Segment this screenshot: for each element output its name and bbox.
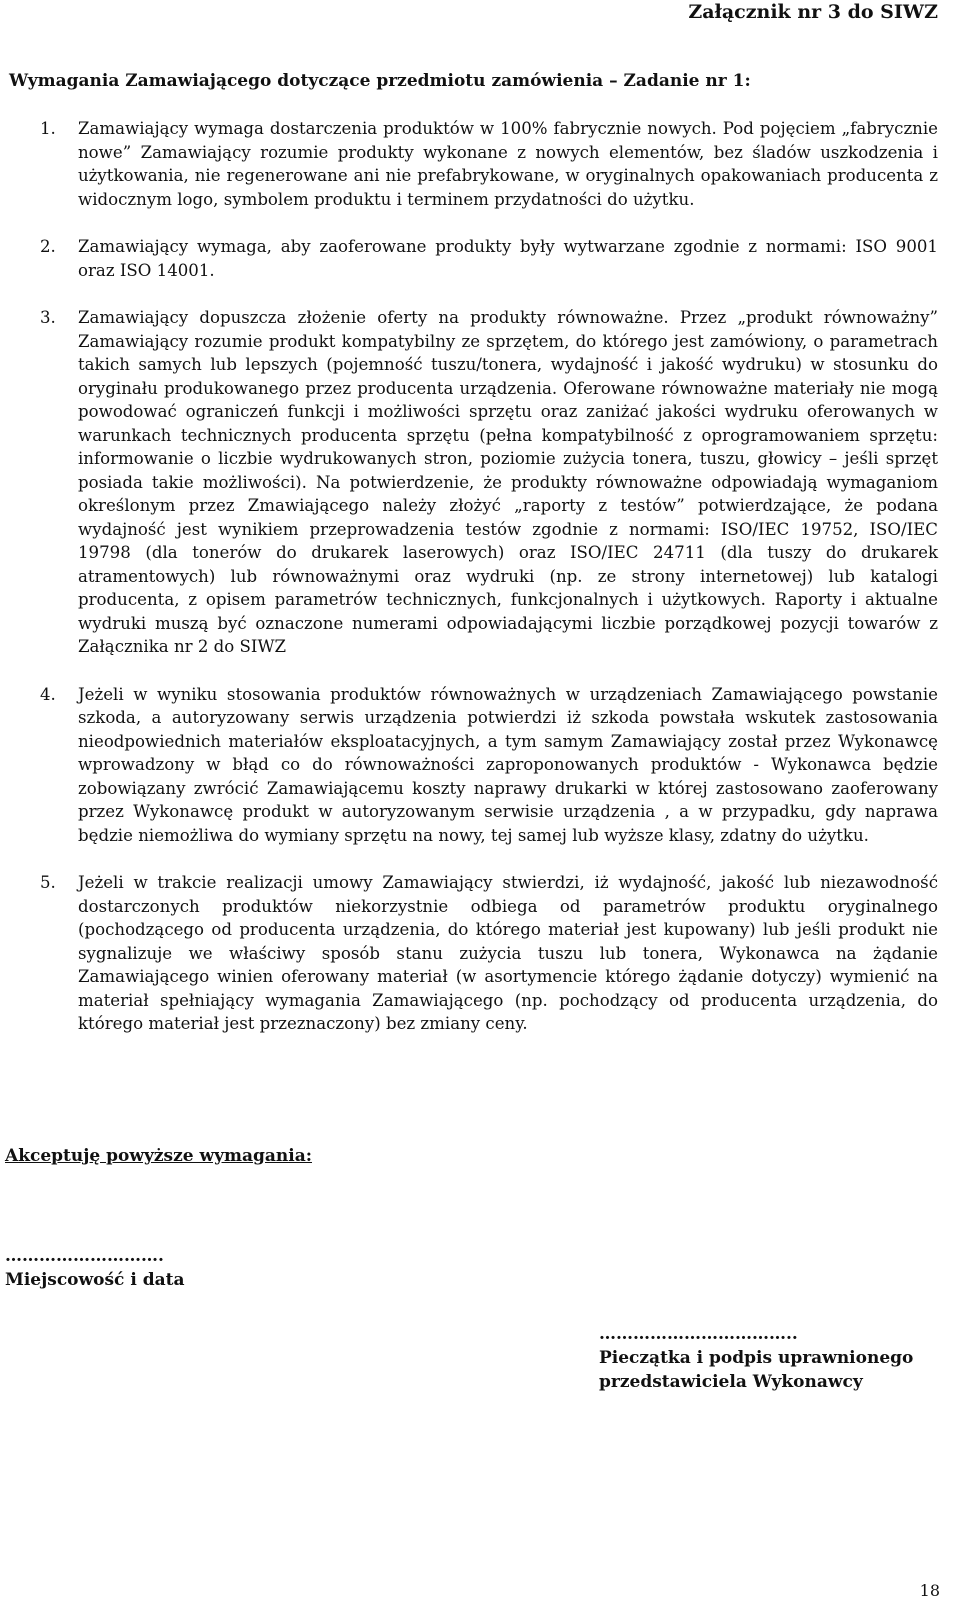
page-number: 18 xyxy=(919,1581,940,1600)
requirement-text: Zamawiający wymaga dostarczenia produktów w 100% fabrycznie nowych. Pod pojęciem „fabrycznie nowe” Zamawiający rozumie produkty wykonane z nowych elementów, bez śladów uszkodzenia i użytkowania, nie regenerowane ani nie prefabrykowane, w oryginalnych opakowaniach producenta z widocznym logo, symbolem produktu i terminem przydatności do użytku. xyxy=(78,119,938,209)
place-date-label: Miejscowość i data xyxy=(5,1270,185,1290)
contractor-signature-label-line2: przedstawiciela Wykonawcy xyxy=(599,1372,863,1392)
requirement-text: Jeżeli w wyniku stosowania produktów równoważnych w urządzeniach Zamawiającego powstanie szkoda, a autoryzowany serwis urządzenia potwierdzi iż szkoda powstała wskutek zastosowania nieodpowiednich materiałów eksploatacyjnych, a tym samym Zamawiający został przez Wykonawcę wprowadzony w błąd co do równoważności zaproponowanych produktów - Wykonawca będzie zobowiązany zwrócić Zamawiającemu koszty naprawy drukarki w której zastosowano zaoferowany przez Wykonawcę produkt w autoryzowanym serwisie urządzenia , a w przypadku, gdy naprawa będzie niemożliwa do wymiany sprzętu na nowy, tej samej lub wyższe klasy, zdatny do użytku. xyxy=(78,684,938,845)
annex-title: Załącznik nr 3 do SIWZ xyxy=(688,1,938,23)
main-heading: Wymagania Zamawiającego dotyczące przedmiotu zamówienia – Zadanie nr 1: xyxy=(9,71,751,91)
requirement-item-1 xyxy=(0,117,960,211)
acceptance-label: Akceptuję powyższe wymagania: xyxy=(5,1146,312,1166)
requirement-text: Jeżeli w trakcie realizacji umowy Zamawiający stwierdzi, iż wydajność, jakość lub niezawodność dostarczonych produktów niekorzystnie odbiega od parametrów produktu oryginalnego (pochodzącego od producenta urządzenia, do którego materiał jest kupowany) lub jeśli produkt nie sygnalizuje we właściwy sposób stanu zużycia tuszu lub tonera, Wykonawca na żądanie Zamawiającego winien oferowany materiał (w asortymencie którego żądanie dotyczy) wymienić na materiał spełniający wymagania Zamawiającego (np. pochodzący od producenta urządzenia, do którego materiał jest przeznaczony) bez zmiany ceny. xyxy=(78,873,938,1033)
requirement-number: 3. xyxy=(40,308,56,327)
requirement-number: 4. xyxy=(40,684,56,704)
requirement-item-2 xyxy=(0,235,960,282)
requirement-number: 5. xyxy=(40,873,56,892)
requirement-number: 2. xyxy=(40,237,56,256)
requirement-item-3 xyxy=(0,306,960,659)
place-date-signature xyxy=(5,1244,184,1292)
place-date-dots: ………………………. xyxy=(5,1246,164,1266)
requirement-item-5 xyxy=(0,871,960,1036)
requirement-item-4 xyxy=(0,683,960,848)
contractor-signature xyxy=(599,1322,913,1394)
requirements-list xyxy=(0,117,960,1036)
requirement-number: 1. xyxy=(40,119,56,138)
requirement-text: Zamawiający dopuszcza złożenie oferty na produkty równoważne. Przez „produkt równoważny” Zamawiający rozumie produkt kompatybilny ze sprzętem, do którego jest zamówiony, o parametrach takich samych lub lepszych (pojemność tuszu/tonera, wydajność i jakość wydruku) w stosunku do oryginału produkowanego przez producenta urządzenia. Oferowane równoważne materiały nie mogą powodować ograniczeń funkcji i możliwości sprzętu oraz zaniżać jakości wydruku oferowanych w warunkach technicznych producenta sprzętu (pełna kompatybilność z oprogramowaniem sprzętu: informowanie o liczbie wydrukowanych stron, poziomie zużycia tonera, tuszu, głowicy – jeśli sprzęt posiada takie możliwości). Na potwierdzenie, że produkty równoważne odpowiadają wymaganiom określonym przez Zmawiającego należy złożyć „raporty z testów” potwierdzające, że podana wydajność jest wynikiem przeprowadzenia testów zgodnie z normami: ISO/IEC 19752, ISO/IEC 19798 (dla tonerów do drukarek laserowych) oraz ISO/IEC 24711 (dla tuszy do drukarek atramentowych) lub równoważnymi oraz wydruki (np. ze strony internetowej) lub katalogi producenta, z opisem parametrów technicznych, funkcjonalnych i użytkowych. Raporty i aktualne wydruki muszą być oznaczone numerami odpowiadającymi liczbie porządkowej pozycji towarów z Załącznika nr 2 do SIWZ xyxy=(78,308,938,656)
requirement-text: Zamawiający wymaga, aby zaoferowane produkty były wytwarzane zgodnie z normami: ISO 9001 oraz ISO 14001. xyxy=(78,237,938,280)
contractor-signature-dots: …………………………….. xyxy=(599,1324,798,1344)
contractor-signature-label-line1: Pieczątka i podpis uprawnionego xyxy=(599,1348,914,1368)
